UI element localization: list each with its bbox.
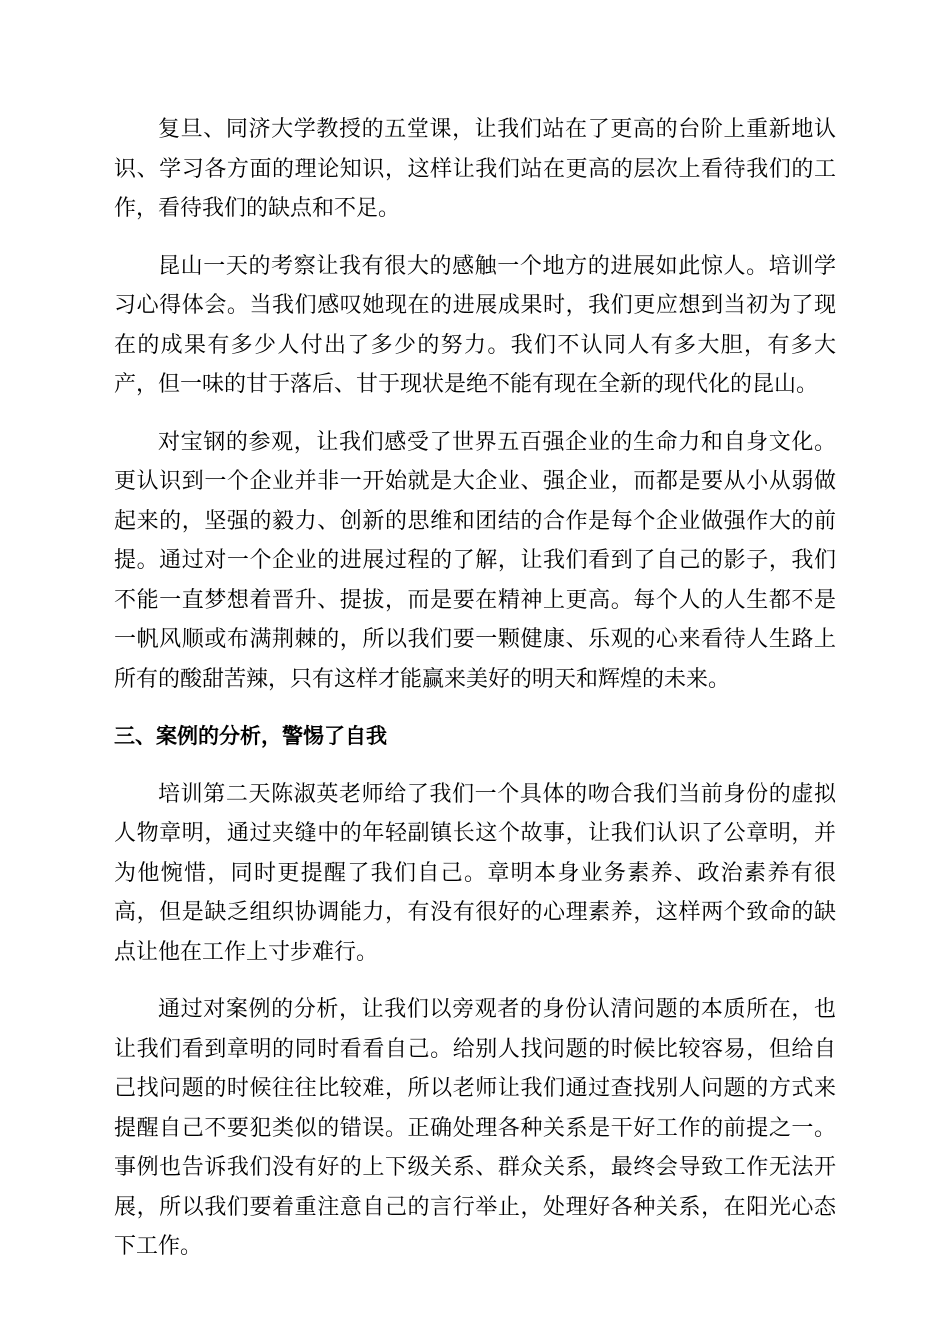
section-heading: 三、案例的分析，警惕了自我	[114, 724, 387, 748]
paragraph-lectures: 复旦、同济大学教授的五堂课，让我们站在了更高的台阶上重新地认识、学习各方面的理论知识，这样让我们站在更高的层次上看待我们的工作，看待我们的缺点和不足。	[114, 117, 836, 221]
paragraph-kunshan: 昆山一天的考察让我有很大的感触一个地方的进展如此惊人。培训学习心得体会。当我们感叹她现在的进展成果时，我们更应想到当初为了现在的成果有多少人付出了多少的努力。我们不认同人有多大胆，有多大产，但一味的甘于落后、甘于现状是绝不能有现在全新的现代化的昆山。	[114, 253, 836, 397]
paragraph-case-analysis: 通过对案例的分析，让我们以旁观者的身份认清问题的本质所在，也让我们看到章明的同时看看自己。给别人找问题的时候比较容易，但给自己找问题的时候往往比较难，所以老师让我们通过查找别人问题的方式来提醒自己不要犯类似的错误。正确处理各种关系是干好工作的前提之一。事例也告诉我们没有好的上下级关系、群众关系，最终会导致工作无法开展，所以我们要着重注意自己的言行举止，处理好各种关系，在阳光心态下工作。	[114, 997, 836, 1259]
paragraph-case-intro: 培训第二天陈淑英老师给了我们一个具体的吻合我们当前身份的虚拟人物章明，通过夹缝中的年轻副镇长这个故事，让我们认识了公章明，并为他惋惜，同时更提醒了我们自己。章明本身业务素养、政治素养有很高，但是缺乏组织协调能力，有没有很好的心理素养，这样两个致命的缺点让他在工作上寸步难行。	[114, 781, 836, 965]
paragraph-baosteel: 对宝钢的参观，让我们感受了世界五百强企业的生命力和自身文化。更认识到一个企业并非一开始就是大企业、强企业，而都是要从小从弱做起来的，坚强的毅力、创新的思维和团结的合作是每个企业做强作大的前提。通过对一个企业的进展过程的了解，让我们看到了自己的影子，我们不能一直梦想着晋升、提拔，而是要在精神上更高。每个人的人生都不是一帆风顺或布满荆棘的，所以我们要一颗健康、乐观的心来看待人生路上所有的酸甜苦辣，只有这样才能赢来美好的明天和辉煌的未来。	[114, 429, 836, 692]
document-body	[114, 110, 836, 1285]
